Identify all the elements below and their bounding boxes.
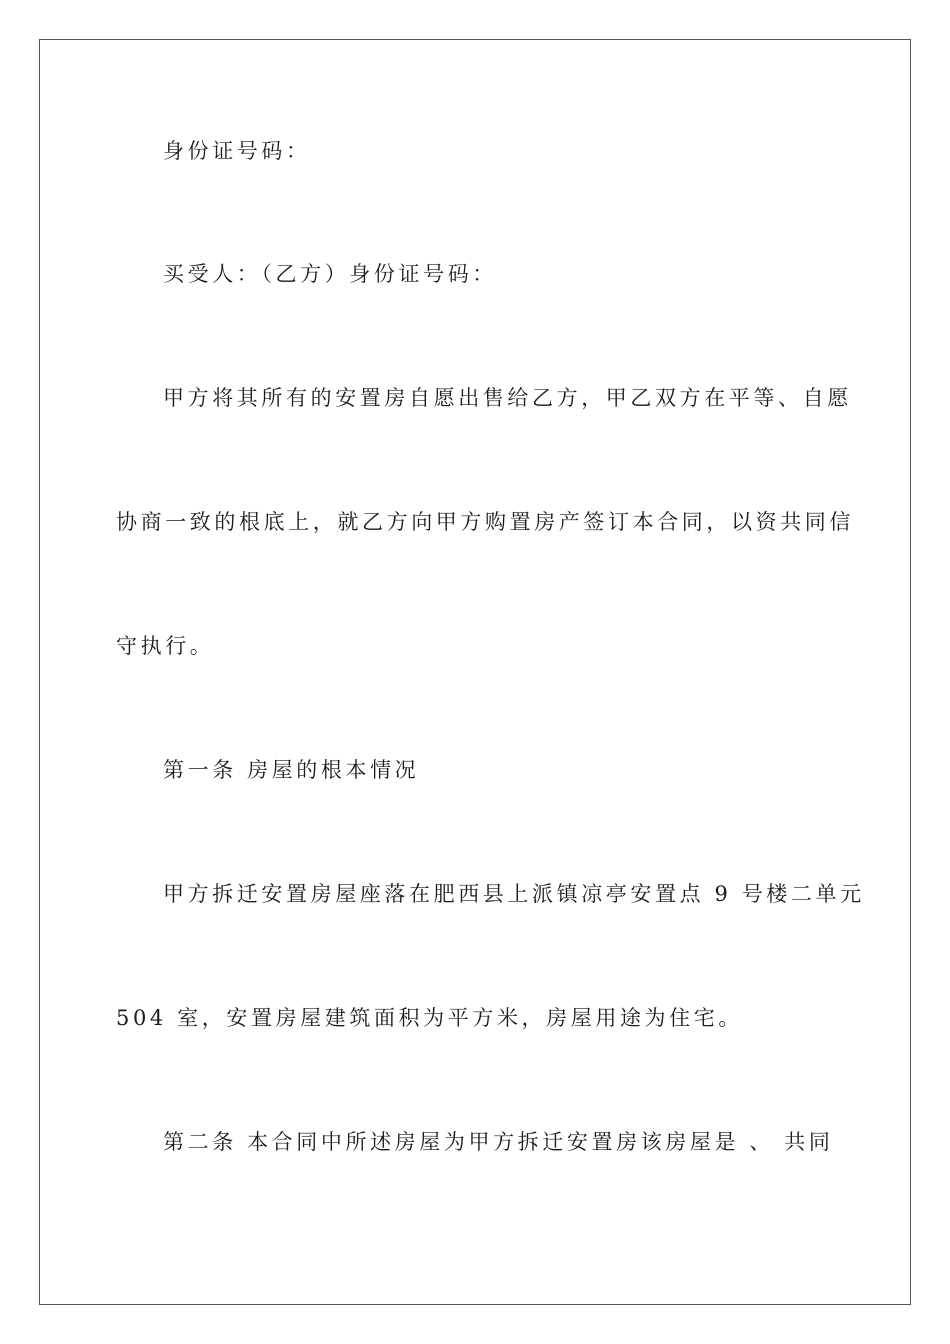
article-two-line: 第二条 本合同中所述房屋为甲方拆迁安置房该房屋是 、 共同: [163, 1130, 834, 1154]
text-line-intro-3: 守执行。: [116, 634, 215, 658]
text-line-location-1: 甲方拆迁安置房屋座落在肥西县上派镇凉亭安置点 9 号楼二单元: [163, 882, 865, 906]
text-line-buyer: 买受人：（乙方）身份证号码：: [163, 262, 497, 286]
article-one-heading: 第一条 房屋的根本情况: [163, 758, 420, 782]
text-line-id-number: 身份证号码：: [163, 139, 311, 163]
page-border: [39, 39, 911, 1305]
text-line-intro-1: 甲方将其所有的安置房自愿出售给乙方，甲乙双方在平等、自愿: [163, 386, 852, 410]
text-line-location-2: 504 室，安置房屋建筑面积为平方米，房屋用途为住宅。: [116, 1006, 743, 1030]
text-line-intro-2: 协商一致的根底上，就乙方向甲方购置房产签订本合同，以资共同信: [116, 510, 854, 534]
